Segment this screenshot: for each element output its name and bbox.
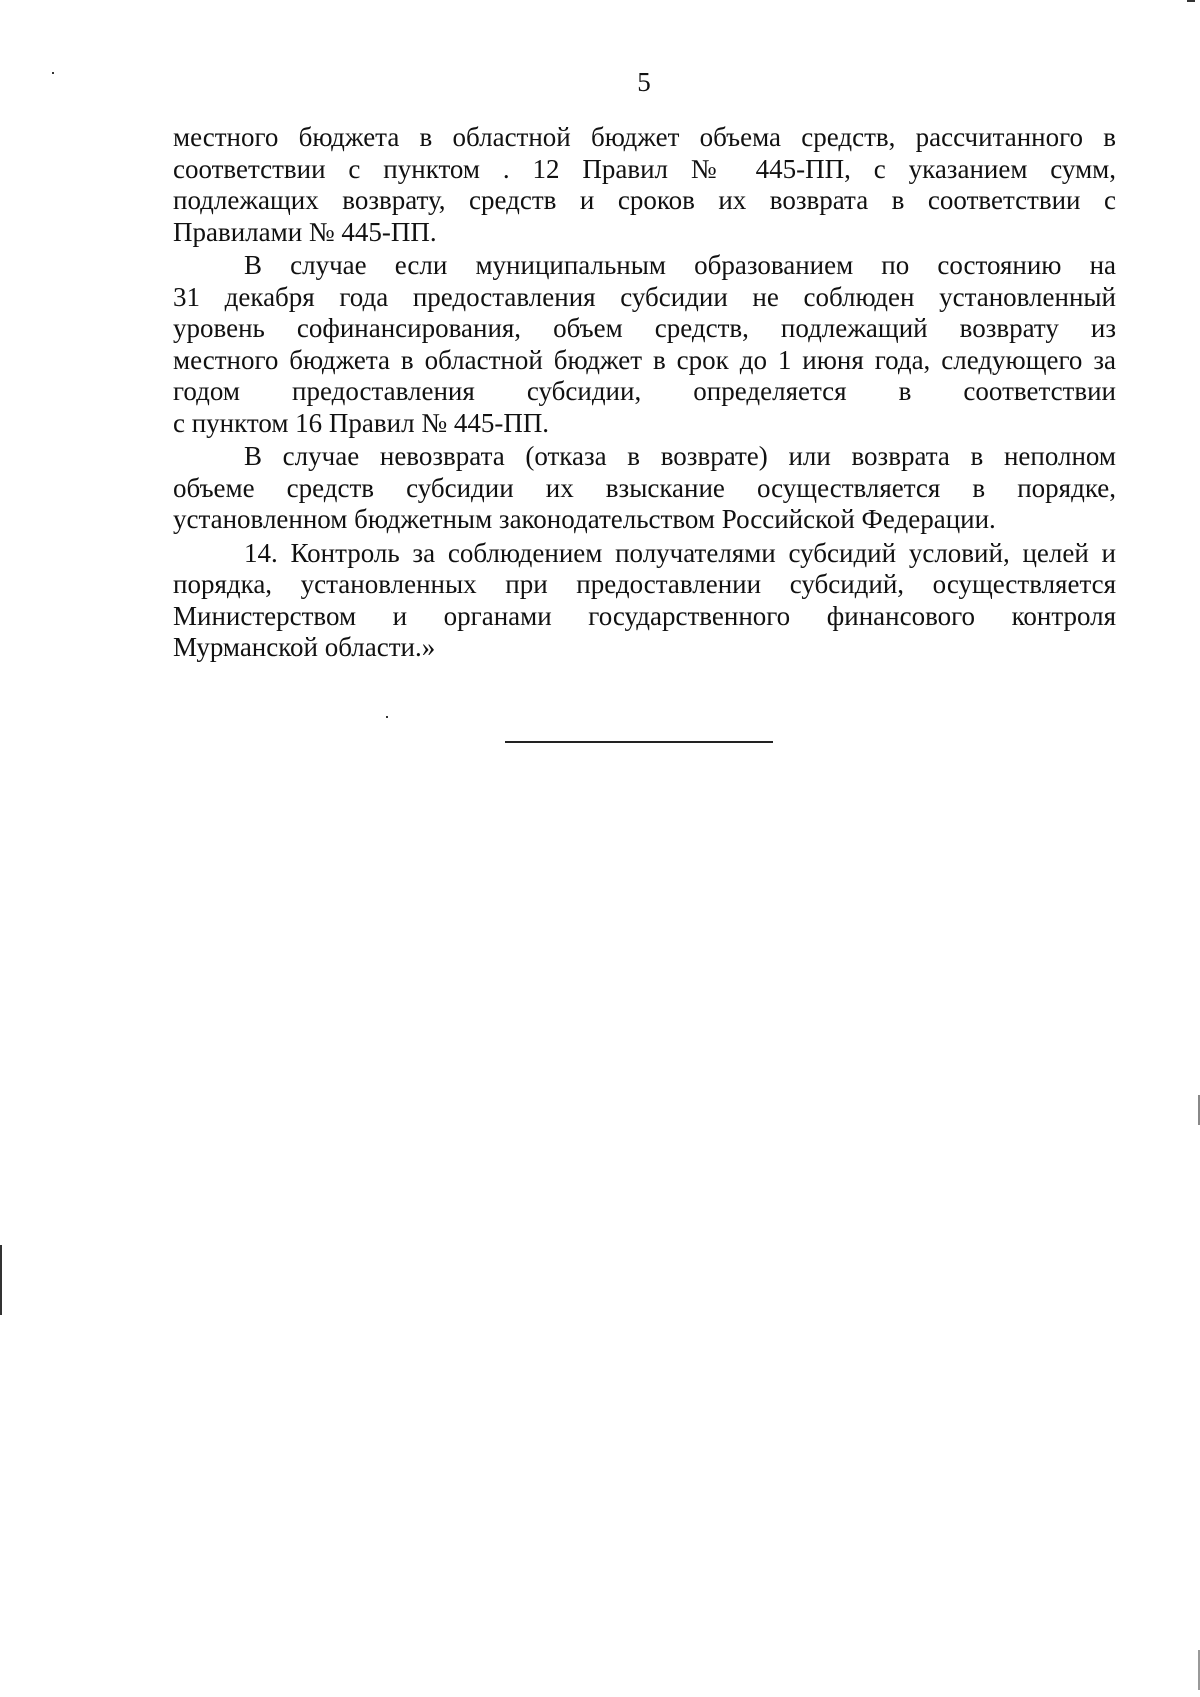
page-number: 5 — [637, 67, 651, 97]
text-line: Правилами № 445-ПП. — [173, 216, 437, 247]
scan-artifact — [386, 716, 388, 718]
text-line: местного бюджета в областной бюджет объема средств, рассчитанного в — [173, 122, 1116, 152]
paragraph-control-clause-14 — [173, 538, 1116, 664]
text-line: 31 декабря года предоставления субсидии не соблюден установленный — [173, 281, 1116, 312]
text-line: порядка, установленных при предоставлении субсидий, осуществляется — [173, 569, 1116, 599]
document-body — [173, 122, 1116, 666]
paragraph-continuation — [173, 122, 1116, 248]
paragraph-non-return — [173, 441, 1116, 536]
text-line: В случае невозврата (отказа в возврате) или возврата в неполном — [244, 441, 1116, 471]
text-line: годом предоставления субсидии, определяется в соответствии — [173, 376, 1116, 406]
text-line: Министерством и органами государственного финансового контроля — [173, 600, 1116, 631]
closing-rule-divider — [505, 741, 773, 743]
text-line: с пунктом 16 Правил № 445-ПП. — [173, 407, 550, 438]
text-line: объеме средств субсидии их взыскание осуществляется в порядке, — [173, 472, 1116, 503]
text-line: уровень софинансирования, объем средств, подлежащий возврату из — [173, 313, 1116, 343]
text-line: местного бюджета в областной бюджет в срок до 1 июня года, следующего за — [173, 344, 1116, 375]
scan-artifact — [0, 1245, 2, 1315]
text-line: соответствии с пунктом . 12 Правил № 445-ПП, с указанием сумм, — [173, 153, 1116, 184]
text-line: 14. Контроль за соблюдением получателями субсидий условий, целей и — [244, 537, 1116, 568]
scan-artifact — [1187, 0, 1195, 2]
text-line: Мурманской области.» — [173, 632, 436, 662]
text-line: установленном бюджетным законодательством Российской Федерации. — [173, 504, 996, 534]
text-line: подлежащих возврату, средств и сроков их возврата в соответствии с — [173, 185, 1116, 215]
text-line: В случае если муниципальным образованием по состоянию на — [244, 250, 1116, 280]
paragraph-cofinancing — [173, 250, 1116, 439]
